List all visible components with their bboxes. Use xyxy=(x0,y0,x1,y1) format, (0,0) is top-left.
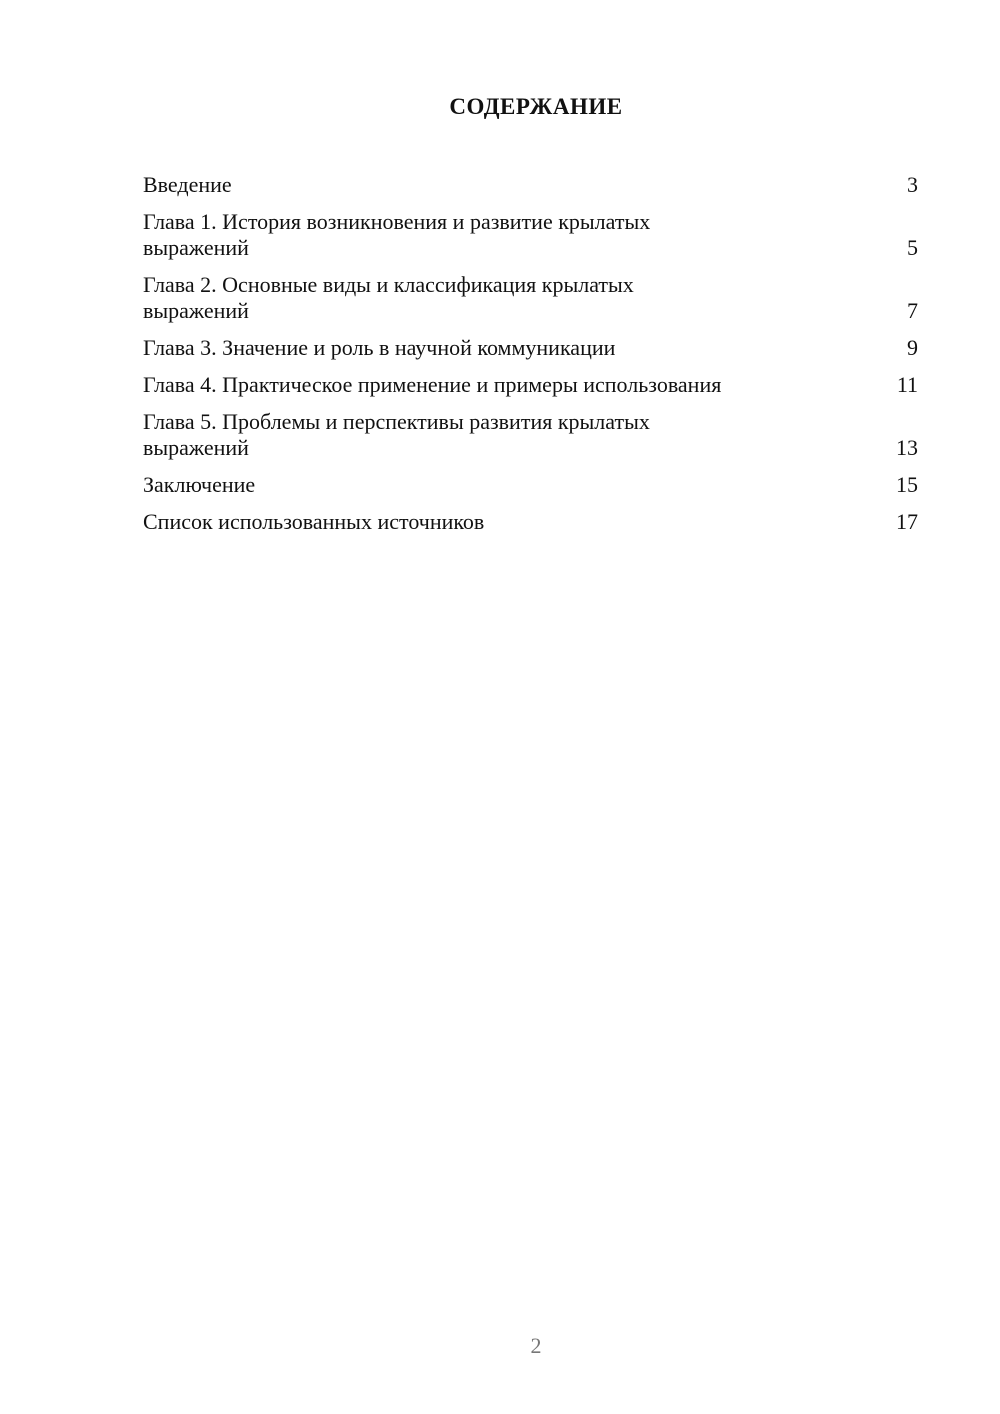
toc-entry-text xyxy=(143,409,650,461)
toc-entry-text xyxy=(143,509,484,535)
toc-list xyxy=(143,172,918,546)
toc-entry-references[interactable] xyxy=(143,509,918,535)
toc-entry-line: Заключение xyxy=(143,472,256,497)
toc-entry-conclusion[interactable] xyxy=(143,472,918,498)
toc-entry-line: Глава 4. Практическое применение и примеры использования xyxy=(143,372,722,397)
toc-entry-page: 13 xyxy=(896,435,918,460)
toc-entry-chapter-3[interactable] xyxy=(143,335,918,361)
toc-entry-text xyxy=(143,209,650,261)
toc-entry-chapter-4[interactable] xyxy=(143,372,918,398)
toc-entry-line: Глава 2. Основные виды и классификация крылатых xyxy=(143,272,634,297)
toc-entry-page: 9 xyxy=(907,335,918,360)
toc-entry-chapter-2[interactable] xyxy=(143,272,918,324)
toc-entry-page: 15 xyxy=(896,472,918,497)
toc-title: СОДЕРЖАНИЕ xyxy=(449,94,623,119)
toc-entry-text xyxy=(143,272,634,324)
toc-entry-text xyxy=(143,335,615,361)
toc-entry-line: Введение xyxy=(143,172,232,197)
toc-entry-line: Глава 1. История возникновения и развитие крылатых xyxy=(143,209,651,234)
toc-entry-page: 3 xyxy=(907,172,918,197)
toc-entry-page: 11 xyxy=(896,372,918,397)
toc-entry-text xyxy=(143,372,721,398)
toc-entry-line: выражений xyxy=(143,435,249,460)
toc-entry-line: Список использованных источников xyxy=(143,509,485,534)
toc-entry-page: 5 xyxy=(907,235,918,260)
toc-entry-chapter-5[interactable] xyxy=(143,409,918,461)
toc-entry-page: 17 xyxy=(896,509,918,534)
toc-entry-chapter-1[interactable] xyxy=(143,209,918,261)
toc-entry-line: Глава 5. Проблемы и перспективы развития крылатых xyxy=(143,409,650,434)
page-number: 2 xyxy=(530,1333,542,1358)
toc-entry-page: 7 xyxy=(907,298,918,323)
toc-entry-text xyxy=(143,172,232,198)
toc-entry-line: выражений xyxy=(143,235,249,260)
toc-entry-introduction[interactable] xyxy=(143,172,918,198)
toc-entry-line: выражений xyxy=(143,298,249,323)
toc-entry-text xyxy=(143,472,255,498)
toc-entry-line: Глава 3. Значение и роль в научной коммуникации xyxy=(143,335,616,360)
